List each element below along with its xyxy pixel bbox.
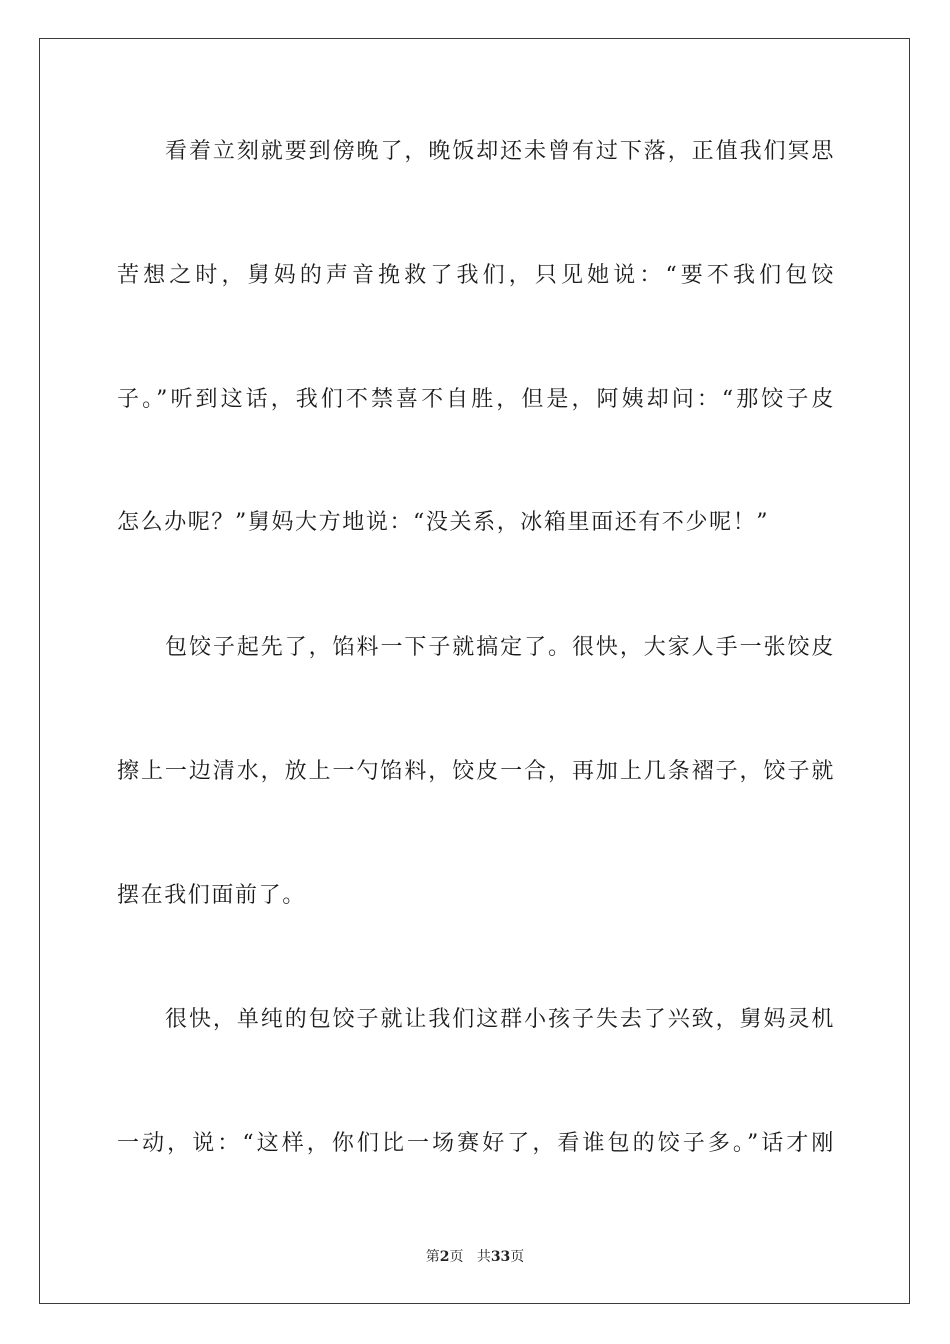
page-border — [39, 38, 910, 1304]
total-prefix: 共 — [476, 1249, 491, 1265]
page-footer — [0, 1247, 950, 1267]
page-prefix: 第 — [425, 1249, 440, 1265]
page-number: 2 — [439, 1249, 450, 1265]
paragraph-line: 怎么办呢？”舅妈大方地说：“没关系，冰箱里面还有不少呢！” — [117, 510, 770, 535]
paragraph-line: 擦上一边清水，放上一勺馅料，饺皮一合，再加上几条褶子，饺子就 — [117, 759, 835, 784]
paragraph-line: 很快，单纯的包饺子就让我们这群小孩子失去了兴致，舅妈灵机 — [165, 1007, 835, 1032]
paragraph-line: 包饺子起先了，馅料一下子就搞定了。很快，大家人手一张饺皮 — [165, 635, 835, 660]
paragraph-line: 苦想之时，舅妈的声音挽救了我们，只见她说：“要不我们包饺 — [117, 263, 835, 288]
paragraph-line: 子。”听到这话，我们不禁喜不自胜，但是，阿姨却问：“那饺子皮 — [117, 387, 835, 412]
total-suffix: 页 — [510, 1249, 525, 1265]
paragraph-line: 一动，说：“这样，你们比一场赛好了，看谁包的饺子多。”话才刚 — [117, 1131, 835, 1156]
paragraph-line: 摆在我们面前了。 — [117, 883, 306, 908]
page-suffix: 页 — [449, 1249, 464, 1265]
total-pages: 33 — [490, 1249, 511, 1265]
paragraph-line: 看着立刻就要到傍晚了，晚饭却还未曾有过下落，正值我们冥思 — [165, 139, 835, 164]
